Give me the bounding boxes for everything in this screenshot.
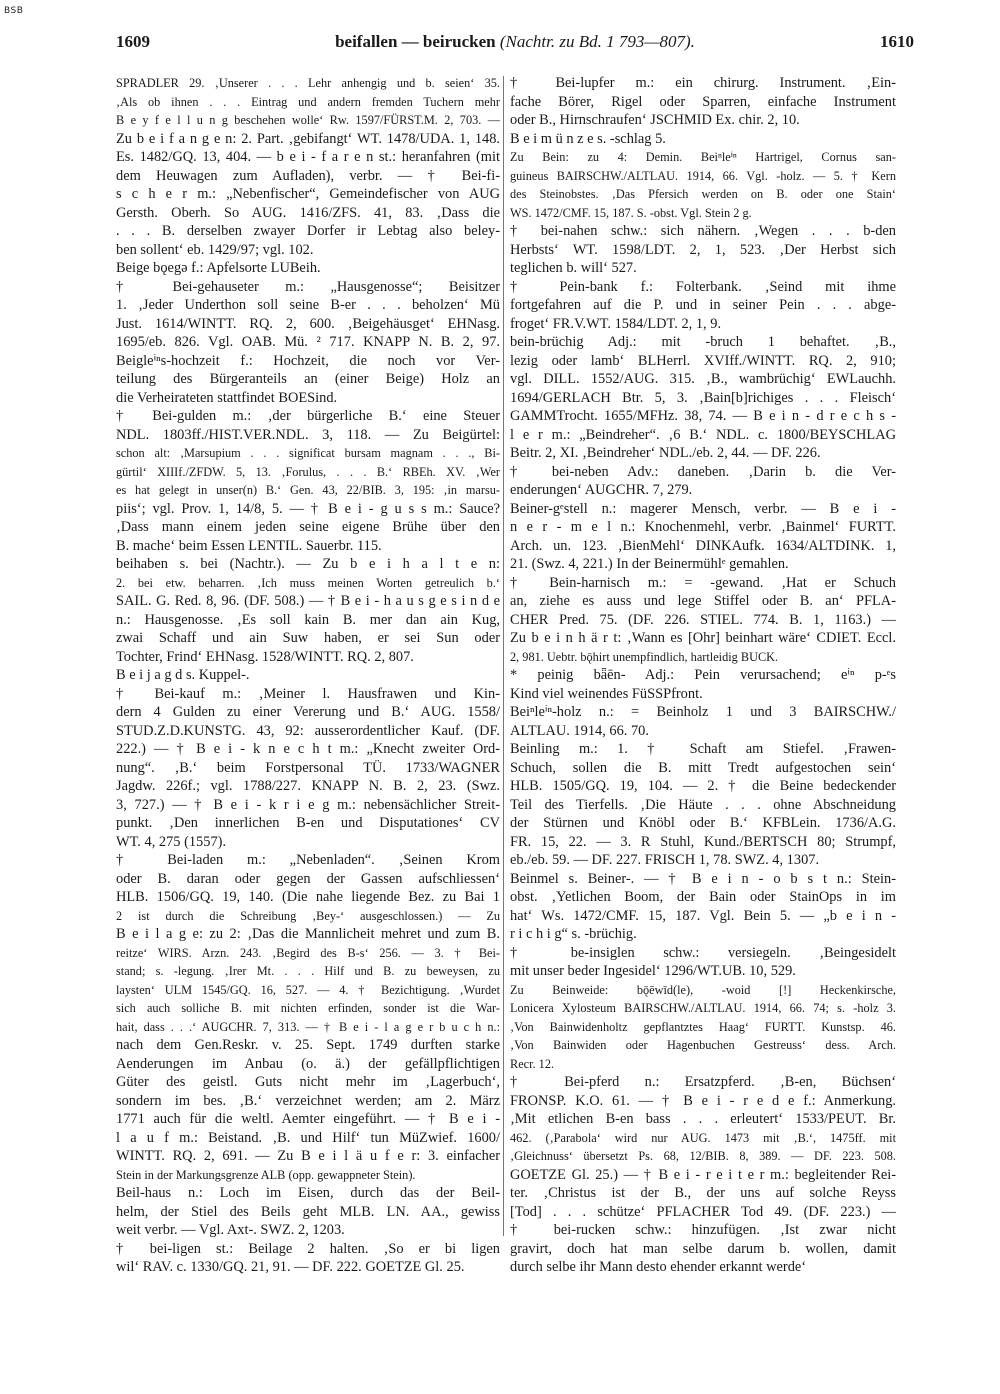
text-line: 222.) — † B e i - k n e c h t m.: „Knecht zweiter Ord- bbox=[116, 741, 500, 757]
text-line: FR. 15, 22. — 3. R Stuhl, Kund./BERTSCH 80; Strumpf, bbox=[510, 833, 896, 850]
text-line: 1771 auch für die weltl. Aemter eingeführt. — † B e i - bbox=[116, 1111, 500, 1127]
text-line: ‚Als ob ihnen . . . Eintrag und andern fremden Tuchern mehr bbox=[116, 94, 500, 109]
text-line: guineus BAIRSCHW./ALTLAU. 1914, 66. Vgl. -holz. — 5. † Kern bbox=[510, 168, 896, 183]
text-line: laysten‘ ULM 1545/GQ. 16, 527. — 4. † Bezichtigung. ‚Wurdet bbox=[116, 982, 500, 997]
text-line: l e r m.: „Beindreher“. ‚6 B.‘ NDL. c. 1800/BEYSCHLAG bbox=[510, 426, 896, 443]
text-line: nach dem Gen.Reskr. v. 25. Sept. 1749 durften starke bbox=[116, 1037, 500, 1053]
text-line: GAMMTrocht. 1655/MFHz. 38, 74. — B e i n - d r e c h s - bbox=[510, 408, 896, 424]
text-line: teilung des Bürgeranteils an (einer Beige) Holz an bbox=[116, 371, 500, 387]
text-line: Güter des geistl. Guts nicht mehr im ‚Lagerbuch‘, bbox=[116, 1074, 500, 1090]
text-line: STUD.Z.D.KUNSTG. 43, 92: ausserordentlicher Kauf. (DF. bbox=[116, 722, 500, 739]
text-line: ‚Gleichnuss‘ übersetzt Ps. 68, 12/BIB. 8, 389. — DF. 223. 508. bbox=[510, 1149, 896, 1163]
text-line: ‚Dass mann einem jeden seine eigene Brühe über den bbox=[116, 519, 500, 535]
text-line: bein-brüchig Adj.: mit -bruch 1 behaftet. ‚B., bbox=[510, 334, 896, 350]
text-line: B e i m ü n z e s. -schlag 5. bbox=[510, 130, 666, 147]
text-line: beihaben s. bei (Nachtr.). — Zu b e i h a l t e n: bbox=[116, 556, 500, 572]
text-line: reitze‘ WIRS. Arzn. 243. ‚Begird des B-s‘ 256. — 3. † Bei- bbox=[116, 945, 500, 960]
text-line: die Verheirateten stattfindet BOESind. bbox=[116, 389, 338, 406]
text-line: 2. bei etw. beharren. ‚Ich muss meinen Worten getreulich b.‘ bbox=[116, 575, 500, 590]
text-line: Schuch, sollen die B. mitt Tredt aufgestochen sein‘ bbox=[510, 759, 896, 776]
text-line: Beil-haus n.: Loch im Eisen, durch das der Beil- bbox=[116, 1185, 500, 1201]
text-line: Beitr. 2, XI. ‚Beindreher‘ NDL./eb. 2, 44. — DF. 226. bbox=[510, 445, 821, 461]
text-line: eb./eb. 59. — DF. 227. FRISCH 1, 78. SWZ. 4, 1307. bbox=[510, 852, 820, 868]
text-line: Beiⁿleⁱⁿ-holz n.: = Beinholz 1 und 3 BAIRSCHW./ bbox=[510, 704, 896, 720]
text-line: . . . B. derselben zwayer Dorfer ir Lebtag also beley- bbox=[116, 223, 500, 239]
text-line: GOETZE Gl. 25.) — † B e i - r e i t e r m.: begleitender Rei- bbox=[510, 1166, 896, 1183]
text-line: oder B., Hirnschraufen‘ JSCHMID Ex. chir. 2, 10. bbox=[510, 112, 800, 128]
text-line: r i c h i g“ s. -brüchig. bbox=[510, 926, 637, 942]
text-line: ALTLAU. 1914, 66. 70. bbox=[510, 722, 649, 739]
text-line: stand; s. -legung. ‚Irer Mt. . . . Hilf und B. zu beweysen, zu bbox=[116, 964, 500, 978]
text-line: s c h e r m.: „Nebenfischer“, Gemeindefischer von AUG bbox=[116, 186, 500, 202]
text-line: ‚Von Bainwidenholtz gepflantztes Haag‘ FURTT. Kunstsp. 46. bbox=[510, 1019, 896, 1034]
text-line: Zu b e i n h ä r t: ‚Wann es [Ohr] beinhart wäre‘ CDIET. Eccl. bbox=[510, 630, 896, 646]
text-line: Stein in der Markungsgrenze ALB (opp. gewappneter Stein). bbox=[116, 1167, 416, 1182]
text-line: Beinmel s. Beiner-. — † B e i n - o b s t n.: Stein- bbox=[510, 870, 896, 887]
text-line: punkt. ‚Den innerlichen B-en und Disputationes‘ CV bbox=[116, 815, 500, 831]
text-line: † Bein-harnisch m.: = -gewand. ‚Hat er Schuch bbox=[510, 574, 896, 591]
left-column bbox=[116, 74, 500, 1277]
text-line: HLB. 1506/GQ. 19, 140. (Die nahe liegende Bez. zu Bai 1 bbox=[116, 889, 500, 905]
text-line: Tochter, Frind‘ EHNasg. 1528/WINTT. RQ. 2, 807. bbox=[116, 648, 414, 665]
text-line: B. mache‘ beim Essen LENTIL. Sauerbr. 115. bbox=[116, 537, 382, 554]
text-line: enderungen‘ AUGCHR. 7, 279. bbox=[510, 482, 693, 498]
text-line: † Bei-laden m.: „Nebenladen“. ‚Seinen Krom bbox=[116, 852, 500, 868]
text-line: vgl. DILL. 1552/AUG. 315. ‚B., wambrüchig‘ EWLauchh. bbox=[510, 371, 896, 387]
text-line: Zu Bein: zu 4: Demin. Beiⁿleⁱⁿ Hartrigel, Cornus san- bbox=[510, 150, 896, 164]
text-line: 462. (‚Parabola‘ wird nur AUG. 1473 mit ‚B.‘, 1475ff. mit bbox=[510, 1130, 896, 1145]
text-line: † bei-ligen st.: Beilage 2 halten. ‚So er bi ligen bbox=[116, 1240, 500, 1257]
text-line: Gersth. Oberh. So AUG. 1416/ZFS. 41, 83. ‚Dass die bbox=[116, 204, 500, 221]
text-line: sich auch solliche B. mit nichten erfinden, sonder ist die War- bbox=[116, 1001, 500, 1015]
text-line: gravirt, doch hat man selbe darum b. wollen, damit bbox=[510, 1240, 896, 1257]
text-line: fortgefahren auf die P. und in seiner Pein . . . abge- bbox=[510, 297, 896, 313]
text-line: ter. ‚Christus ist der B., der uns auf solche Reyss bbox=[510, 1185, 896, 1201]
text-line: Beige bǫegə f.: Apfelsorte LUBeih. bbox=[116, 260, 321, 276]
running-head bbox=[116, 32, 914, 52]
text-line: 1695/eb. 826. Vgl. OAB. Mü. ² 717. KNAPP N. B. 2, 97. bbox=[116, 334, 500, 350]
text-line: mit unser beder Ingesidel‘ 1296/WT.UB. 10, 529. bbox=[510, 963, 796, 979]
text-line: † bei-rucken schw.: hinzufügen. ‚Ist zwar nicht bbox=[510, 1222, 896, 1238]
text-line: froget‘ FR.V.WT. 1584/LDT. 2, 1, 9. bbox=[510, 315, 722, 332]
text-line: zwai Schaff und ain Suw haben, er sei Sun oder bbox=[116, 630, 500, 646]
text-line: sondern im bes. ‚B.‘ verzeichnet werden; am 2. März bbox=[116, 1092, 500, 1109]
text-line: Jagdw. 226f.; vgl. 1788/227. KNAPP N. B. 2, 23. (Swz. bbox=[116, 778, 500, 794]
text-line: lezig oder lamb‘ BLHerrl. XVIff./WINTT. RQ. 2, 910; bbox=[510, 352, 896, 369]
text-line: es hat gelegt in unser(n) B.‘ Gen. 43, 22/BIB. 3, 195: ‚in marsu- bbox=[116, 483, 500, 497]
text-line: durch selbe ihr Mann desto ehender erkannt werde‘ bbox=[510, 1259, 807, 1275]
text-line: dem Heuwagen zum Aufladen), verbr. — † Bei-fi- bbox=[116, 167, 500, 184]
text-line: B e y f e l l u n g beschehen wolle‘ Rw. 1597/FÜRST.M. 2, 703. — bbox=[116, 113, 500, 127]
text-line: SPRADLER 29. ‚Unserer . . . Lehr anhengig und b. seien‘ 35. bbox=[116, 76, 500, 90]
text-line: † Pein-bank f.: Folterbank. ‚Seind mit ihme bbox=[510, 278, 896, 295]
page-number-left: 1609 bbox=[116, 32, 150, 51]
text-line: † be-insiglen schw.: versiegeln. ‚Beingesidelt bbox=[510, 944, 896, 961]
text-line: Just. 1614/WINTT. RQ. 2, 600. ‚Beigehäusget‘ EHNasg. bbox=[116, 315, 500, 332]
text-line: 3, 727.) — † B e i - k r i e g m.: nebensächlicher Streit- bbox=[116, 796, 500, 813]
text-line: nung“. ‚B.‘ beim Forstpersonal TÜ. 1733/WAGNER bbox=[116, 759, 500, 776]
text-line: WINTT. RQ. 2, 691. — Zu B e i l ä u f e r: 3. einfacher bbox=[116, 1148, 500, 1164]
headword-range: beifallen — beirucken bbox=[335, 32, 496, 51]
text-line: [Tod] . . . schütze‘ PFLACHER Tod 49. (DF. 223.) — bbox=[510, 1203, 896, 1220]
text-line: ‚Mit etlichen B-en bass . . . erleutert‘ 1533/PEUT. Br. bbox=[510, 1111, 896, 1127]
text-line: n.: Hausgenosse. ‚Es soll kain B. mer dan ain Kug, bbox=[116, 611, 500, 628]
text-line: Beigleⁱⁿs-hochzeit f.: Hochzeit, die noch vor Ver- bbox=[116, 352, 500, 369]
page-number-right: 1610 bbox=[880, 32, 914, 51]
text-line: 2, 981. Uebtr. bǭhirt unempfindlich, hartleidig BUCK. bbox=[510, 649, 779, 664]
text-line: l a u f m.: Beistand. ‚B. und Hilf‘ tun MüZwief. 1600/ bbox=[116, 1129, 500, 1146]
text-line: ‚Von Bainwiden oder Hagenbuchen Gestreuss‘ dess. Arch. bbox=[510, 1038, 896, 1052]
text-line: Zu b e i f a n g e n: 2. Part. ‚gebifangt‘ WT. 1478/UDA. 1, 148. bbox=[116, 130, 500, 147]
text-line: Herbsts‘ WT. 1598/LDT. 2, 1, 523. ‚Der Herbst sich bbox=[510, 241, 896, 258]
text-line: hat‘ Ws. 1472/CMF. 15, 187. Vgl. Bein 5. — „b e i n - bbox=[510, 907, 896, 924]
text-line: B e i l a g e: zu 2: ‚Das die Mannlicheit mehret und zum B. bbox=[116, 926, 500, 942]
text-line: 21. (Swz. 4, 221.) In der Beinermühlᵉ gemahlen. bbox=[510, 556, 789, 572]
text-line: FRONSP. K.O. 61. — † B e i - r e d e f.: Anmerkung. bbox=[510, 1092, 896, 1109]
text-line: Arch. un. 123. ‚BienMehl‘ DINKAufk. 1634/ALTDINK. 1, bbox=[510, 537, 896, 554]
text-line: wil‘ RAV. c. 1330/GQ. 21, 91. — DF. 222. GOETZE Gl. 25. bbox=[116, 1259, 465, 1275]
page-header bbox=[116, 32, 914, 58]
text-line: Lonicera Xylosteum BAIRSCHW./ALTLAU. 1914, 66. 74; s. -holz 3. bbox=[510, 1001, 896, 1015]
text-line: hait, dass . . .‘ AUGCHR. 7, 313. — † B e i - l a g e r b u c h n.: bbox=[116, 1019, 500, 1034]
library-mark: BSB bbox=[4, 6, 24, 16]
text-line: SAIL. G. Red. 8, 96. (DF. 508.) — † B e i - h a u s g e s i n d e bbox=[116, 593, 500, 609]
column-divider bbox=[503, 76, 504, 1236]
text-line: Recr. 12. bbox=[510, 1056, 555, 1071]
text-line: n e r - m e l n.: Knochenmehl, verbr. ‚Bainmel‘ FURTT. bbox=[510, 519, 896, 535]
right-column bbox=[510, 74, 896, 1277]
text-line: fache Börer, Rigel oder Sparren, einfache Instrument bbox=[510, 93, 896, 110]
text-line: † Bei-lupfer m.: ein chirurg. Instrument. ‚Ein- bbox=[510, 75, 896, 91]
supplement-note: (Nachtr. zu Bd. 1 793—807). bbox=[499, 32, 695, 51]
text-line: * peinig bǟēn- Adj.: Pein verursachend; eⁱⁿ p-ᵉs bbox=[510, 667, 896, 683]
text-line: † Bei-kauf m.: ‚Meiner l. Hausfrawen und Kin- bbox=[116, 685, 500, 702]
text-line: Teil des Tierfells. ‚Die Häute . . . ohne Abschneidung bbox=[510, 796, 896, 813]
text-line: schon alt: ‚Marsupium . . . significat bursam magnam . . ., Bi- bbox=[116, 446, 500, 460]
text-line: HLB. 1505/GQ. 19, 104. — 2. † die Beine bedeckender bbox=[510, 778, 896, 794]
text-line: † Bei-pferd n.: Ersatzpferd. ‚B-en, Büchsen‘ bbox=[510, 1074, 896, 1090]
text-line: obst. ‚Yetlichen Boom, der Bain oder StainOps in im bbox=[510, 889, 896, 905]
text-line: Zu Beinweide: bǭēwīd(le), -woid [!] Heckenkirsche, bbox=[510, 982, 896, 997]
text-line: Beinling m.: 1. † Schaft am Stiefel. ‚Frawen- bbox=[510, 741, 896, 757]
text-line: oder B. daran oder gegen der Gassen aufschliessen‘ bbox=[116, 870, 500, 887]
text-line: 1694/GERLACH Btr. 5, 3. ‚Bain[b]richiges . . . Fleisch‘ bbox=[510, 389, 896, 406]
text-line: Kind viel weinendes FüSSPfront. bbox=[510, 685, 703, 702]
text-line: WS. 1472/CMF. 15, 187. S. -obst. Vgl. Stein 2 g. bbox=[510, 205, 752, 220]
text-line: weit verbr. — Vgl. Axt-. SWZ. 2, 1203. bbox=[116, 1222, 345, 1238]
text-line: Es. 1482/GQ. 13, 404. — b e i - f a r e n st.: heranfahren (mit bbox=[116, 149, 500, 165]
text-line: piis‘; vgl. Prov. 1, 14/8, 5. — † B e i - g u s s m.: Sauce? bbox=[116, 500, 500, 517]
text-line: 1. ‚Jeder Underthon soll seine B-er . . . beholzen‘ Mü bbox=[116, 297, 500, 313]
text-line: WT. 4, 275 (1557). bbox=[116, 833, 227, 850]
text-line: gürtil‘ XIIIf./ZFDW. 5, 13. ‚Forulus, . . . B.‘ RBEh. XV. ‚Wer bbox=[116, 464, 500, 479]
text-line: B e i j a g d s. Kuppel-. bbox=[116, 667, 250, 683]
text-line: Beiner-gᵉstell n.: magerer Mensch, verbr. — B e i - bbox=[510, 500, 896, 517]
text-line: † bei-nahen schw.: sich nähern. ‚Wegen . . . b-den bbox=[510, 223, 896, 239]
text-line: † Bei-gehauseter m.: „Hausgenosse“; Beisitzer bbox=[116, 278, 500, 295]
text-line: NDL. 1803ff./HIST.VER.NDL. 3, 118. — Zu Beigürtel: bbox=[116, 426, 500, 443]
text-line: helm, der Stiel des Beils geht MLB. LN. AA., gewiss bbox=[116, 1203, 500, 1220]
text-line: teglichen b. will‘ 527. bbox=[510, 260, 637, 276]
text-line: des Steinobstes. ‚Das Pfersich werden on B. oder one Stain‘ bbox=[510, 187, 896, 201]
text-line: CHER Pred. 75. (DF. 226. STIEL. 774. B. 1, 1163.) — bbox=[510, 611, 896, 628]
text-line: dern 4 Gulden zu einer Vererung und B.‘ AUG. 1558/ bbox=[116, 704, 500, 720]
text-line: † bei-neben Adv.: daneben. ‚Darin b. die Ver- bbox=[510, 463, 896, 480]
text-line: an, ziehe es auss und lege Stiffel oder B. an‘ PFLA- bbox=[510, 593, 896, 609]
text-line: 2 ist durch die Schreibung ‚Bey-‘ ausgeschlossen.) — Zu bbox=[116, 908, 500, 923]
text-line: † Bei-gulden m.: ‚der bürgerliche B.‘ eine Steuer bbox=[116, 408, 500, 424]
text-line: der Stürnen und Knöbl oder B.‘ KFBLein. 1736/A.G. bbox=[510, 815, 896, 831]
text-line: ben sollent‘ eb. 1429/97; vgl. 102. bbox=[116, 241, 314, 258]
text-line: Aenderungen im Anbau (o. ä.) der gefällpflichtigen bbox=[116, 1055, 500, 1072]
